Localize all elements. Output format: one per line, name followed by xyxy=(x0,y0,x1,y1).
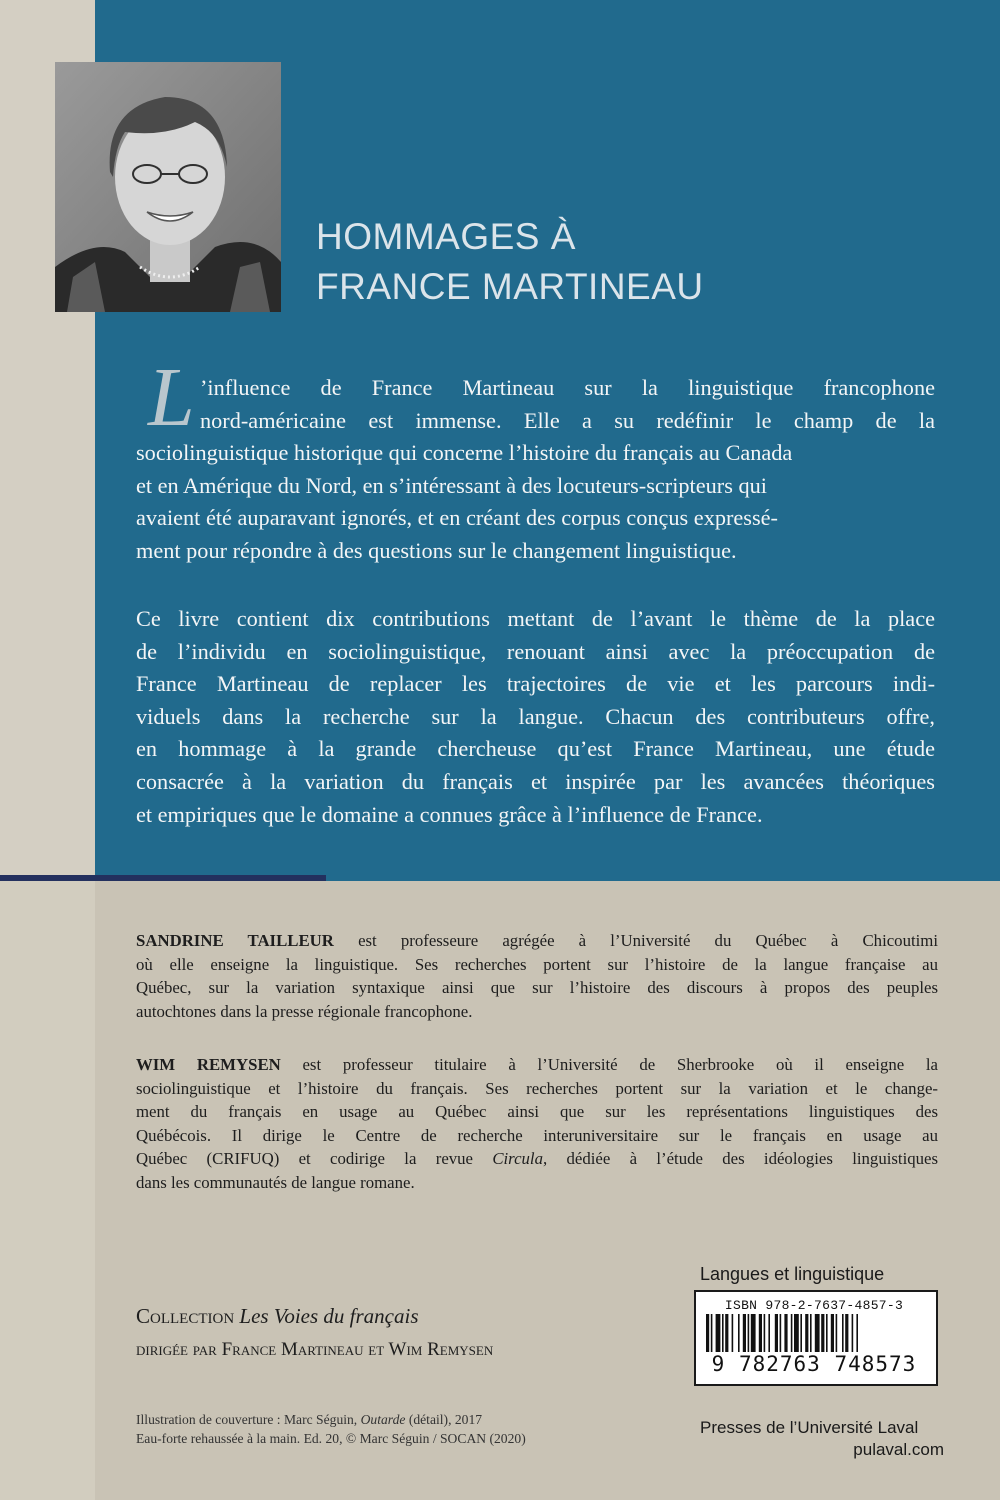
collection-prefix: Collection xyxy=(136,1304,235,1328)
author-bio-tailleur xyxy=(136,929,938,1023)
bio-line: Québécois. Il dirige le Centre de recherche interuniversitaire sur le français en usage au xyxy=(136,1125,938,1145)
bio-line xyxy=(136,1147,938,1171)
intro-line: et en Amérique du Nord, en s’intéressant à des locuteurs-scripteurs qui xyxy=(136,472,767,498)
ean-digits: 9 782763 748573 xyxy=(711,1352,917,1376)
barcode-bars xyxy=(706,1314,922,1354)
barcode-bar xyxy=(831,1314,834,1352)
bio-text: Québec (CRIFUQ) et codirige la revue xyxy=(136,1149,493,1169)
barcode-bar xyxy=(711,1314,713,1352)
credit-line xyxy=(136,1411,526,1430)
barcode-bar xyxy=(780,1314,782,1352)
journal-title: Circula xyxy=(492,1149,543,1169)
book-title xyxy=(316,212,916,312)
barcode-bar xyxy=(845,1314,848,1352)
description-line: Ce livre contient dix contributions mettant de l’avant le thème de la place xyxy=(136,606,935,631)
barcode-bar xyxy=(800,1314,802,1352)
barcode-bar xyxy=(810,1314,812,1352)
collection-name xyxy=(136,1301,419,1331)
author-name: SANDRINE TAILLEUR xyxy=(136,931,334,950)
publisher-name: Presses de l’Université Laval xyxy=(700,1418,919,1437)
bio-text: , dédiée à l’étude des idéologies linguistiques xyxy=(542,1149,938,1169)
series-title: Les Voies du français xyxy=(239,1304,419,1328)
barcode-bar xyxy=(738,1314,740,1352)
bio-line: Québec, sur la variation syntaxique ainsi que sur l’histoire des discours à propos des peuples xyxy=(136,978,938,998)
intro-line: sociolinguistique historique qui concerne l’histoire du français au Canada xyxy=(136,440,793,466)
barcode-bar xyxy=(815,1314,820,1352)
description-line: de l’individu en sociolinguistique, renouant ainsi avec la préoccupation de xyxy=(136,638,935,664)
isbn-barcode xyxy=(694,1290,938,1386)
cover-credits xyxy=(136,1411,526,1448)
credit-text: (détail), 2017 xyxy=(405,1412,483,1427)
description-line: en hommage à la grande chercheuse qu’est France Martineau, une étude xyxy=(136,736,935,762)
barcode-bar xyxy=(836,1314,838,1352)
bio-text: est professeur titulaire à l’Université de Sherbrooke où il enseigne la xyxy=(280,1055,938,1074)
publisher-block xyxy=(700,1417,944,1461)
barcode-bar xyxy=(805,1314,808,1352)
intro-line: ’influence de France Martineau sur la linguistique francophone xyxy=(200,375,935,400)
drop-cap: L xyxy=(148,351,195,444)
barcode-bar xyxy=(768,1314,770,1352)
bio-line: sociolinguistique et l’histoire du français. Ses recherches portent sur la variation et le change- xyxy=(136,1078,938,1098)
description-line: et empiriques que le domaine a connues grâce à l’influence de France. xyxy=(136,801,763,827)
barcode-bar xyxy=(706,1314,709,1352)
intro-line: avaient été auparavant ignorés, et en créant des corpus conçus expressé- xyxy=(136,505,778,531)
title-line-1: HOMMAGES À xyxy=(316,216,576,257)
barcode-bar xyxy=(856,1314,858,1352)
author-bio-remysen xyxy=(136,1053,938,1195)
author-photo xyxy=(55,62,281,312)
barcode-bar xyxy=(852,1314,854,1352)
barcode-bar xyxy=(826,1314,828,1352)
bio-line: dans les communautés de langue romane. xyxy=(136,1172,415,1192)
credit-line: Eau-forte rehaussée à la main. Ed. 20, © Marc Séguin / SOCAN (2020) xyxy=(136,1430,526,1446)
isbn-number: ISBN 978-2-7637-4857-3 xyxy=(724,1298,904,1313)
artwork-title: Outarde xyxy=(360,1412,406,1427)
series-editors: dirigée par France Martineau et Wim Remysen xyxy=(136,1339,494,1360)
description-paragraph xyxy=(136,603,935,831)
bio-line xyxy=(136,929,938,953)
intro-line: nord-américaine est immense. Elle a su redéfinir le champ de la xyxy=(200,407,935,433)
bio-line: où elle enseigne la linguistique. Ses recherches portent sur l’histoire de la langue française au xyxy=(136,954,938,974)
title-line-2: FRANCE MARTINEAU xyxy=(316,266,704,307)
barcode-bar xyxy=(722,1314,724,1352)
description-line: viduels dans la recherche sur la langue. Chacun des contributeurs offre, xyxy=(136,703,935,729)
barcode-bar xyxy=(764,1314,766,1352)
bio-line: ment du français en usage au Québec ainsi que sur les représentations linguistiques des xyxy=(136,1102,938,1122)
barcode-bar xyxy=(725,1314,728,1352)
credit-text: Illustration de couverture : Marc Séguin, xyxy=(136,1412,361,1427)
barcode-bar xyxy=(821,1314,824,1352)
description-line: consacrée à la variation du français et inspirée par les avancées théoriques xyxy=(136,768,935,794)
publisher-url: pulaval.com xyxy=(853,1440,944,1459)
barcode-bar xyxy=(759,1314,762,1352)
divider-line xyxy=(0,875,326,881)
barcode-bar xyxy=(791,1314,793,1352)
bio-line xyxy=(136,1053,938,1077)
author-name: WIM REMYSEN xyxy=(136,1055,281,1074)
barcode-bar xyxy=(732,1314,734,1352)
barcode-bar xyxy=(784,1314,787,1352)
subject-category: Langues et linguistique xyxy=(700,1264,885,1284)
barcode-bar xyxy=(751,1314,756,1352)
description-line: France Martineau de replacer les trajectoires de vie et les parcours indi- xyxy=(136,671,935,697)
bio-text: est professeure agrégée à l’Université du Québec à Chicoutimi xyxy=(333,931,938,950)
barcode-bar xyxy=(748,1314,750,1352)
barcode-bar xyxy=(716,1314,721,1352)
barcode-bar xyxy=(743,1314,746,1352)
intro-paragraph xyxy=(136,372,935,568)
barcode-bar xyxy=(775,1314,778,1352)
intro-line: ment pour répondre à des questions sur le changement linguistique. xyxy=(136,537,737,563)
barcode-bar xyxy=(794,1314,799,1352)
barcode-bar xyxy=(842,1314,844,1352)
left-strip xyxy=(0,881,95,1500)
bio-line: autochtones dans la presse régionale francophone. xyxy=(136,1001,473,1021)
